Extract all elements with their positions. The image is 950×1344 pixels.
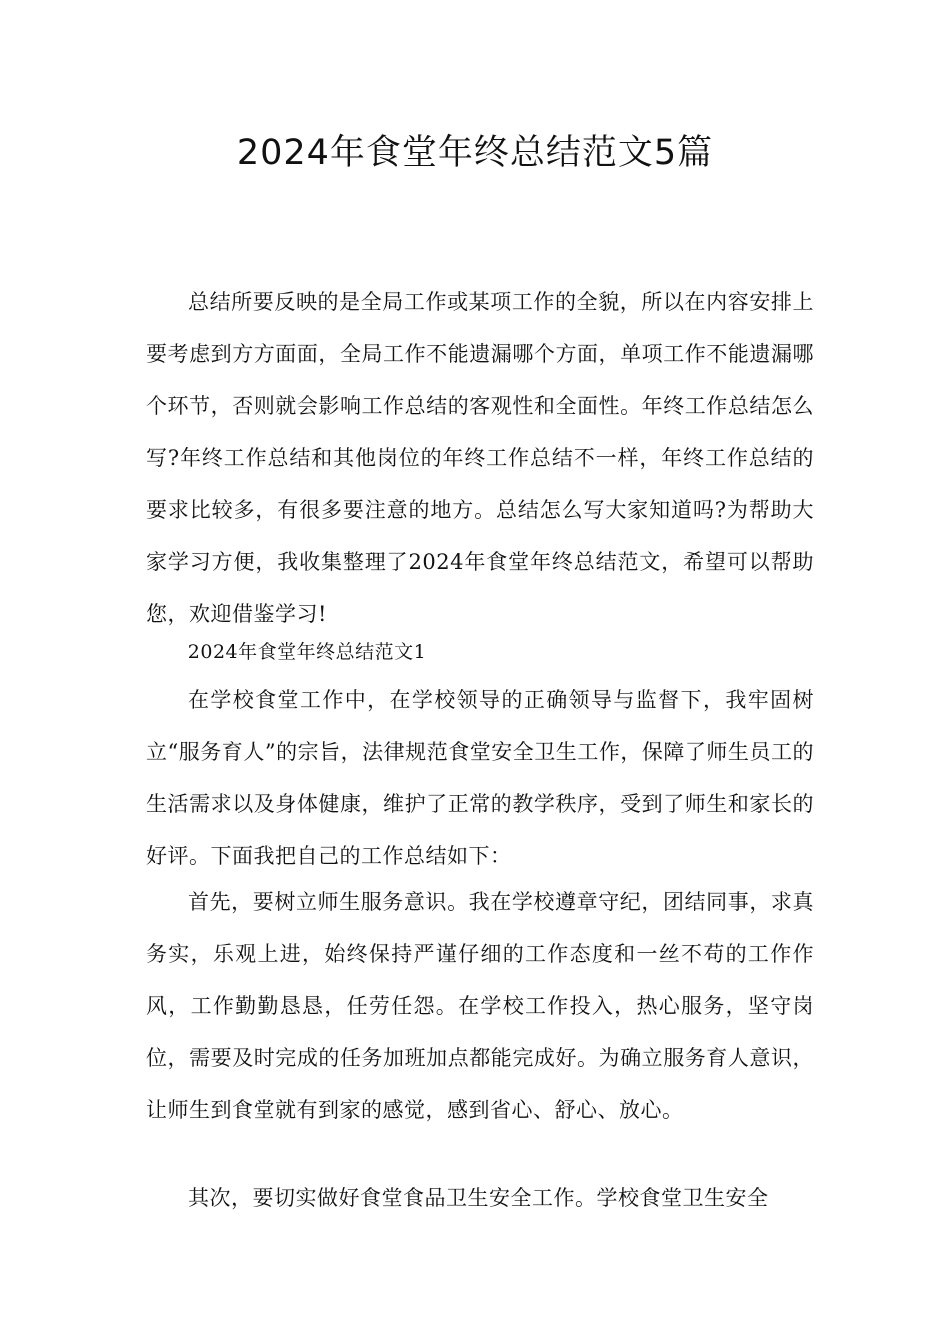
body-paragraph-2: 首先，要树立师生服务意识。我在学校遵章守纪，团结同事，求真务实，乐观上进，始终保持严谨仔细的工作态度和一丝不苟的工作作风，工作勤勤恳恳，任劳任怨。在学校工作投入，热心服务，坚守岗位，需要及时完成的任务加班加点都能完成好。为确立服务育人意识，让师生到食堂就有到家的感觉，感到省心、舒心、放心。 [146,890,814,1122]
body-paragraph-1: 在学校食堂工作中，在学校领导的正确领导与监督下，我牢固树立“服务育人”的宗旨，法律规范食堂安全卫生工作，保障了师生员工的生活需求以及身体健康，维护了正常的教学秩序，受到了师生和家长的好评。下面我把自己的工作总结如下： [146,688,814,868]
page-title: 2024年食堂年终总结范文5篇 [236,133,714,173]
intro-paragraph: 总结所要反映的是全局工作或某项工作的全貌，所以在内容安排上要考虑到方方面面，全局工作不能遗漏哪个方面，单项工作不能遗漏哪个环节，否则就会影响工作总结的客观性和全面性。年终工作总结怎么写?年终工作总结和其他岗位的年终工作总结不一样，年终工作总结的要求比较多，有很多要注意的地方。总结怎么写大家知道吗?为帮助大家学习方便，我收集整理了2024年食堂年终总结范文，希望可以帮助您，欢迎借鉴学习! [146,290,814,626]
section-subtitle: 2024年食堂年终总结范文1 [187,641,427,663]
body-paragraph-3: 其次，要切实做好食堂食品卫生安全工作。学校食堂卫生安全 [188,1186,769,1210]
